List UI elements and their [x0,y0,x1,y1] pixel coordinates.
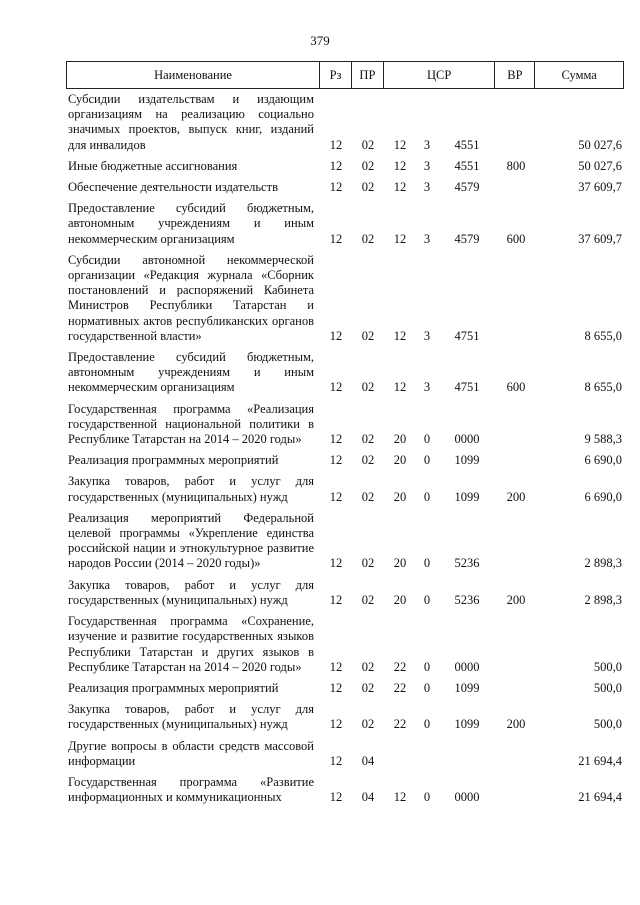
row-sum: 21 694,4 [578,790,622,805]
row-csr-subprogram: 0 [423,592,431,607]
row-rz: 12 [329,592,343,607]
row-sum: 500,0 [593,680,622,695]
row-rz: 12 [329,556,343,571]
row-csr-subprogram: 3 [423,180,431,195]
table-row [66,578,624,608]
row-csr-program: 22 [393,717,407,732]
row-rz: 12 [329,432,343,447]
table-row [66,681,624,696]
row-pr: 02 [361,717,375,732]
row-csr-code: 0000 [454,790,480,805]
header-csr: ЦСР [384,62,496,88]
table-row [66,474,624,504]
row-rz: 12 [329,489,343,504]
row-csr-subprogram: 0 [423,717,431,732]
row-pr: 02 [361,231,375,246]
row-csr-code: 4751 [454,328,480,343]
row-name: Субсидии автономной некоммерческой организации «Редакция журнала «Сборник постановлений и распоряжений Кабинета Министров Республики Татарстан и нормативных актов республиканских органов государственной власти» [68,252,314,343]
header-name: Наименование [67,62,320,88]
row-csr-subprogram: 3 [423,328,431,343]
row-csr-code: 4579 [454,180,480,195]
row-pr: 02 [361,380,375,395]
row-vr: 200 [506,489,526,504]
row-sum: 50 027,6 [578,158,622,173]
row-csr-code: 5236 [454,556,480,571]
row-name: Закупка товаров, работ и услуг для государственных (муниципальных) нужд [68,577,314,607]
row-pr: 04 [361,790,375,805]
row-pr: 02 [361,158,375,173]
row-csr-code: 5236 [454,592,480,607]
row-csr-code: 0000 [454,432,480,447]
row-rz: 12 [329,790,343,805]
row-csr-subprogram: 0 [423,453,431,468]
row-csr-code: 4551 [454,137,480,152]
row-vr: 600 [506,380,526,395]
row-pr: 02 [361,680,375,695]
row-csr-program: 20 [393,556,407,571]
row-csr-subprogram: 0 [423,432,431,447]
table-header [66,61,624,89]
row-name: Реализация программных мероприятий [68,453,279,468]
row-sum: 2 898,3 [584,556,622,571]
row-csr-code: 0000 [454,659,480,674]
row-rz: 12 [329,380,343,395]
row-sum: 8 655,0 [584,380,622,395]
page-number: 379 [310,33,330,48]
row-rz: 12 [329,158,343,173]
table-row [66,350,624,396]
row-sum: 37 609,7 [578,180,622,195]
row-rz: 12 [329,137,343,152]
table-row [66,180,624,195]
row-csr-program: 12 [393,137,407,152]
row-csr-subprogram: 3 [423,158,431,173]
row-csr-program: 12 [393,790,407,805]
row-csr-subprogram: 0 [423,680,431,695]
row-csr-program: 20 [393,432,407,447]
row-vr: 200 [506,592,526,607]
row-name: Реализация мероприятий Федеральной целевой программы «Укрепление единства российской нации и этнокультурное развитие народов России (2014 – 2020 годы)» [68,510,314,571]
row-csr-subprogram: 0 [423,556,431,571]
row-csr-code: 1099 [454,717,480,732]
table-row [66,775,624,805]
row-name: Предоставление субсидий бюджетным, автономным учреждениям и иным некоммерческим организациям [68,201,314,246]
row-rz: 12 [329,453,343,468]
row-csr-program: 20 [393,489,407,504]
table-row [66,739,624,769]
row-csr-subprogram: 0 [423,790,431,805]
row-csr-program: 12 [393,158,407,173]
row-rz: 12 [329,659,343,674]
row-csr-subprogram: 3 [423,137,431,152]
table-row [66,92,624,153]
row-sum: 9 588,3 [584,432,622,447]
row-rz: 12 [329,680,343,695]
row-vr: 200 [506,717,526,732]
row-sum: 21 694,4 [578,753,622,768]
row-csr-program: 12 [393,328,407,343]
row-csr-code: 1099 [454,453,480,468]
row-csr-program: 12 [393,231,407,246]
table-row [66,159,624,174]
row-rz: 12 [329,328,343,343]
row-csr-code: 1099 [454,489,480,504]
row-pr: 02 [361,659,375,674]
row-csr-program: 12 [393,380,407,395]
row-name: Государственная программа «Развитие информационных и коммуникационных [68,774,314,805]
row-pr: 04 [361,753,375,768]
row-sum: 6 690,0 [584,453,622,468]
row-vr: 800 [506,158,526,173]
table-row [66,402,624,448]
row-sum: 6 690,0 [584,489,622,504]
row-csr-subprogram: 3 [423,231,431,246]
row-csr-subprogram: 0 [423,489,431,504]
row-name: Обеспечение деятельности издательств [68,180,278,195]
table-row [66,511,624,572]
row-pr: 02 [361,328,375,343]
table-row [66,453,624,468]
row-rz: 12 [329,753,343,768]
row-vr: 600 [506,231,526,246]
row-csr-code: 1099 [454,680,480,695]
row-rz: 12 [329,180,343,195]
row-name: Закупка товаров, работ и услуг для государственных (муниципальных) нужд [68,474,314,504]
row-csr-code: 4751 [454,380,480,395]
table-row [66,702,624,732]
row-sum: 500,0 [593,717,622,732]
row-name: Субсидии издательствам и издающим организациям на реализацию социально значимых проектов, выпуск книг, изданий для инвалидов [68,92,314,152]
row-pr: 02 [361,137,375,152]
row-name: Закупка товаров, работ и услуг для государственных (муниципальных) нужд [68,702,314,732]
row-sum: 50 027,6 [578,137,622,152]
row-name: Государственная программа «Сохранение, изучение и развитие государственных языков Республики Татарстан и других языков в Республике Татарстан на 2014 – 2020 годы» [68,614,314,674]
row-sum: 500,0 [593,659,622,674]
row-pr: 02 [361,556,375,571]
row-pr: 02 [361,453,375,468]
row-csr-subprogram: 0 [423,659,431,674]
table-row [66,201,624,247]
row-name: Другие вопросы в области средств массовой информации [68,738,314,768]
row-csr-code: 4579 [454,231,480,246]
row-sum: 37 609,7 [578,231,622,246]
header-rz: Рз [320,62,352,88]
row-sum: 2 898,3 [584,592,622,607]
row-pr: 02 [361,180,375,195]
table-row [66,614,624,675]
table-row [66,253,624,344]
row-csr-program: 22 [393,680,407,695]
table-body [66,92,624,811]
row-csr-subprogram: 3 [423,380,431,395]
row-name: Предоставление субсидий бюджетным, автономным учреждениям и иным некоммерческим организациям [68,350,314,395]
row-rz: 12 [329,717,343,732]
row-name: Государственная программа «Реализация государственной национальной политики в Республике Татарстан на 2014 – 2020 годы» [68,401,314,447]
row-csr-program: 12 [393,180,407,195]
header-pr: ПР [352,62,384,88]
row-sum: 8 655,0 [584,328,622,343]
row-rz: 12 [329,231,343,246]
row-name: Реализация программных мероприятий [68,680,279,695]
row-name: Иные бюджетные ассигнования [68,158,238,173]
row-csr-program: 20 [393,592,407,607]
row-pr: 02 [361,592,375,607]
row-csr-program: 20 [393,453,407,468]
row-csr-program: 22 [393,659,407,674]
row-pr: 02 [361,432,375,447]
header-sum: Сумма [561,67,597,82]
row-csr-code: 4551 [454,158,480,173]
row-pr: 02 [361,489,375,504]
header-vr: ВР [495,62,535,88]
